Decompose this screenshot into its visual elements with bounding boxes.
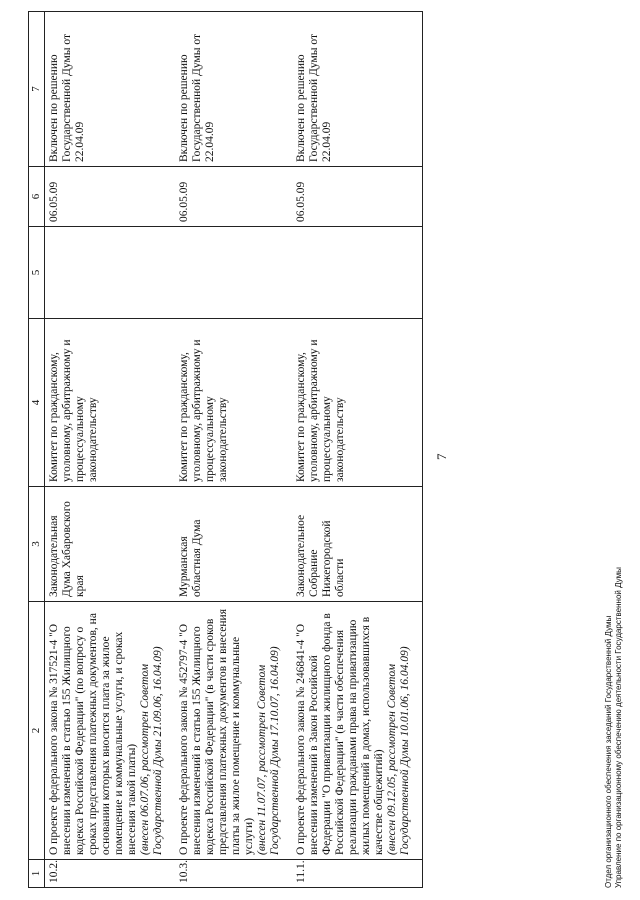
item-initiator: Законодательная Дума Хабаровского края (45, 487, 176, 602)
column-header-3: 3 (29, 487, 45, 602)
footer-line-1: Отдел организационного обеспечения заседаний Государственной Думы (604, 615, 613, 888)
item-number: 10.3. (175, 860, 292, 888)
item-note: (внесен 06.07.06, рассмотрен Советом Государственной Думы 21.09.06, 16.04.09) (139, 646, 164, 855)
footer-line-2: Управление по организационному обеспечению деятельности Государственной Думы (614, 567, 623, 888)
item-title: О проекте федерального закона № 452797-4 "О внесении изменений в статью 155 Жилищного кодекса Российской Федерации" (в части сроков представления платежных документов и внесения платы за жилое помещение и коммунальные услуги) (178, 609, 255, 855)
item-col5 (175, 227, 292, 319)
item-title-cell (175, 602, 292, 860)
item-note: (внесен 09.12.05, рассмотрен Советом Государственной Думы 10.01.06, 16.04.09) (386, 646, 411, 855)
table-row (292, 12, 423, 888)
column-header-7: 7 (29, 12, 45, 167)
item-title-cell (292, 602, 423, 860)
item-number: 10.2. (45, 860, 176, 888)
item-title-cell (45, 602, 176, 860)
table-row (175, 12, 292, 888)
column-header-6: 6 (29, 167, 45, 227)
table-row (45, 12, 176, 888)
item-date: 06.05.09 (175, 167, 292, 227)
item-committee: Комитет по гражданскому, уголовному, арбитражному и процессуальному законодательству (292, 319, 423, 487)
agenda-table (28, 11, 423, 888)
item-date: 06.05.09 (45, 167, 176, 227)
item-col5 (292, 227, 423, 319)
column-header-4: 4 (29, 319, 45, 487)
item-committee: Комитет по гражданскому, уголовному, арбитражному и процессуальному законодательству (45, 319, 176, 487)
page-number: 7 (434, 453, 449, 460)
item-title: О проекте федерального закона № 246841-4 "О внесении изменений в Закон Российской Федерации "О приватизации жилищного фонда в Российской Федерации" (в части обеспечения реализации гражданами права на приватизацию жилых помещений в домах, использовавшихся в качестве общежитий) (295, 613, 385, 855)
page-footer (604, 567, 624, 888)
column-header-row (29, 12, 45, 888)
item-number: 11.1. (292, 860, 423, 888)
item-initiator: Законодательное Собрание Нижегородской области (292, 487, 423, 602)
column-header-1: 1 (29, 860, 45, 888)
item-col5 (45, 227, 176, 319)
column-header-5: 5 (29, 227, 45, 319)
item-status: Включен по решению Государственной Думы от 22.04.09 (45, 12, 176, 167)
item-title: О проекте федерального закона № 317521-4 "О внесении изменений в статью 155 Жилищного кодекса Российской Федерации" (по вопросу о сроках представления платежных документов, на основании которых вносится плата за жилое помещение и коммунальные услуги, и сроках внесения такой платы) (48, 613, 138, 855)
item-committee: Комитет по гражданскому, уголовному, арбитражному и процессуальному законодательству (175, 319, 292, 487)
item-initiator: Мурманская областная Дума (175, 487, 292, 602)
item-date: 06.05.09 (292, 167, 423, 227)
item-status: Включен по решению Государственной Думы от 22.04.09 (292, 12, 423, 167)
item-status: Включен по решению Государственной Думы от 22.04.09 (175, 12, 292, 167)
column-header-2: 2 (29, 602, 45, 860)
agenda-table-wrap (28, 12, 628, 888)
item-note: (внесен 11.07.07, рассмотрен Советом Государственной Думы 17.10.07, 16.04.09) (256, 646, 281, 855)
